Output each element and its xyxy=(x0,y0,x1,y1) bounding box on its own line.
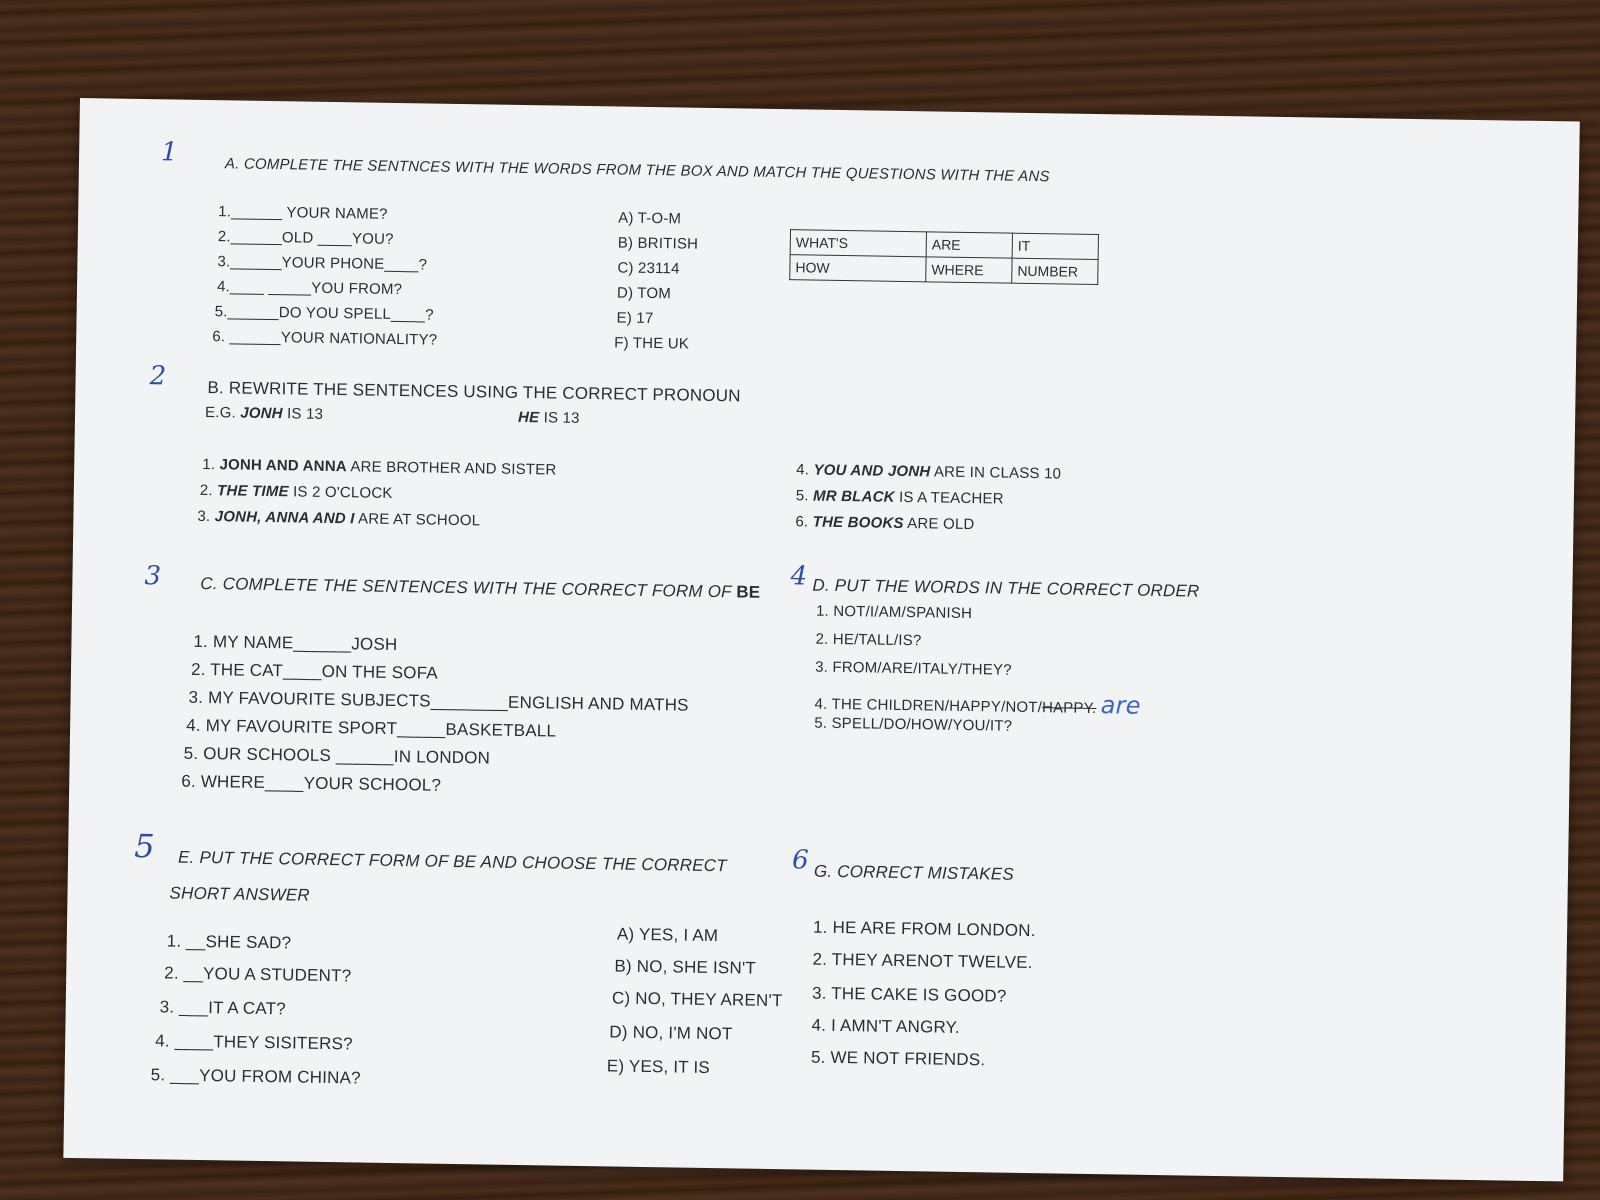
section-c-title: C. COMPLETE THE SENTENCES WITH THE CORRECT FORM OF BE xyxy=(200,573,761,602)
word-box-cell: WHERE xyxy=(926,257,1012,283)
word-box-cell: NUMBER xyxy=(1012,258,1098,284)
section-a-question: 3.______YOUR PHONE____? xyxy=(217,253,428,274)
section-b-title: B. REWRITE THE SENTENCES USING THE CORRECT PRONOUN xyxy=(207,378,741,406)
section-b-example: E.G. JONH IS 13 xyxy=(204,404,324,423)
section-a-question: 4.____ _____YOU FROM? xyxy=(216,278,403,299)
section-d-item: 2. HE/TALL/IS? xyxy=(815,630,922,650)
section-e-title: E. PUT THE CORRECT FORM OF BE AND CHOOSE THE CORRECT xyxy=(177,847,727,876)
section-e-answer: E) YES, IT IS xyxy=(606,1056,711,1078)
section-e-answer: C) NO, THEY AREN'T xyxy=(611,988,783,1011)
section-g-item: 1. HE ARE FROM LONDON. xyxy=(812,917,1036,941)
section-b-item: 3. JONH, ANNA AND I ARE AT SCHOOL xyxy=(197,507,481,530)
section-g-title: G. CORRECT MISTAKES xyxy=(813,861,1015,884)
handwritten-marker-3: 3 xyxy=(144,561,162,592)
section-b-item: 5. MR BLACK IS A TEACHER xyxy=(795,487,1004,508)
section-b-example-answer: HE IS 13 xyxy=(517,408,580,427)
section-e-answer: A) YES, I AM xyxy=(616,924,719,946)
word-box-cell: IT xyxy=(1012,233,1098,259)
section-c-item: 6. WHERE____YOUR SCHOOL? xyxy=(181,771,442,795)
section-c-item: 1. MY NAME______JOSH xyxy=(193,631,398,655)
section-a-answer: E) 17 xyxy=(616,309,654,328)
section-d-item: 3. FROM/ARE/ITALY/THEY? xyxy=(815,658,1012,679)
section-a-question: 6. ______YOUR NATIONALITY? xyxy=(212,328,438,349)
section-a-answer: D) TOM xyxy=(616,284,672,303)
section-a-answer: A) T-O-M xyxy=(618,209,682,228)
section-g-item: 4. I AMN'T ANGRY. xyxy=(811,1015,961,1037)
handwritten-marker-5: 5 xyxy=(133,826,155,866)
section-b-item: 6. THE BOOKS ARE OLD xyxy=(795,513,975,534)
section-e-title-line2: SHORT ANSWER xyxy=(169,883,310,905)
section-a-question: 2.______OLD ____YOU? xyxy=(217,228,394,248)
section-e-question: 4. ____THEY SISITERS? xyxy=(155,1031,353,1054)
section-c-item: 3. MY FAVOURITE SUBJECTS________ENGLISH AND MATHS xyxy=(188,687,689,715)
section-a-answer: F) THE UK xyxy=(614,334,690,353)
section-e-answer: B) NO, SHE ISN'T xyxy=(614,956,757,978)
worksheet-paper xyxy=(63,98,1579,1181)
section-e-question: 3. ___IT A CAT? xyxy=(159,997,287,1019)
struck-word: HAPPY. xyxy=(1041,699,1097,718)
section-c-item: 4. MY FAVOURITE SPORT_____BASKETBALL xyxy=(186,715,557,741)
section-b-item: 1. JONH AND ANNA ARE BROTHER AND SISTER xyxy=(202,455,557,479)
section-g-item: 2. THEY ARENOT TWELVE. xyxy=(812,949,1033,973)
handwritten-marker-1: 1 xyxy=(160,137,178,168)
section-d-title: D. PUT THE WORDS IN THE CORRECT ORDER xyxy=(812,575,1200,601)
section-e-question: 5. ___YOU FROM CHINA? xyxy=(150,1065,361,1088)
section-g-item: 3. THE CAKE IS GOOD? xyxy=(811,983,1007,1006)
word-box xyxy=(789,229,1099,285)
section-a-answer: B) BRITISH xyxy=(617,234,699,253)
word-box-cell: ARE xyxy=(926,232,1012,258)
section-e-question: 2. __YOU A STUDENT? xyxy=(164,963,352,986)
handwritten-marker-4: 4 xyxy=(790,561,808,592)
section-a-question: 1.______ YOUR NAME? xyxy=(218,203,388,223)
section-e-answer: D) NO, I'M NOT xyxy=(609,1022,733,1044)
section-a-title: A. COMPLETE THE SENTNCES WITH THE WORDS FROM THE BOX AND MATCH THE QUESTIONS WITH THE ANS xyxy=(224,155,1050,186)
section-d-item: 5. SPELL/DO/HOW/YOU/IT? xyxy=(814,714,1013,735)
section-c-item: 2. THE CAT____ON THE SOFA xyxy=(190,659,439,683)
section-d-item: 4. THE CHILDREN/HAPPY/NOT/HAPPY. are xyxy=(814,691,1141,720)
section-g-item: 5. WE NOT FRIENDS. xyxy=(810,1047,986,1070)
handwritten-marker-6: 6 xyxy=(791,845,809,876)
section-d-item: 1. NOT/I/AM/SPANISH xyxy=(815,602,973,623)
section-a-question: 5.______DO YOU SPELL____? xyxy=(214,303,434,324)
word-box-cell: HOW xyxy=(790,255,926,282)
section-b-item: 4. YOU AND JONH ARE IN CLASS 10 xyxy=(796,461,1062,483)
section-e-question: 1. __SHE SAD? xyxy=(166,931,292,953)
section-c-item: 5. OUR SCHOOLS ______IN LONDON xyxy=(183,743,491,768)
handwritten-marker-2: 2 xyxy=(149,361,167,392)
section-a-answer: C) 23114 xyxy=(617,259,680,278)
handwritten-correction: are xyxy=(1100,691,1141,720)
section-b-item: 2. THE TIME IS 2 O'CLOCK xyxy=(199,481,393,502)
word-box-cell: WHAT'S xyxy=(790,230,926,257)
